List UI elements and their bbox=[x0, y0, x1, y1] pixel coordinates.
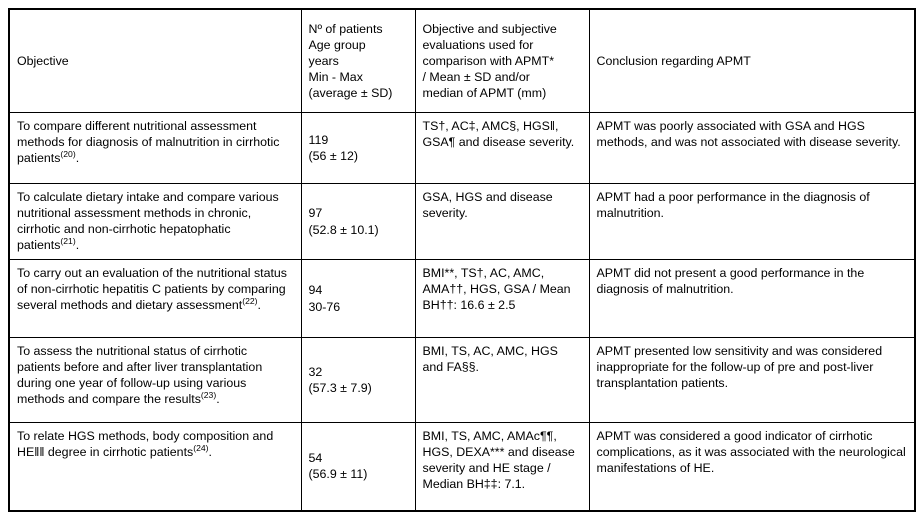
cell-objective bbox=[9, 184, 301, 260]
objective-period: . bbox=[75, 151, 80, 166]
table-header bbox=[9, 9, 915, 113]
objective-period: . bbox=[208, 445, 212, 460]
table-row bbox=[9, 260, 915, 338]
cell-conclusion: APMT was poorly associated with GSA and HGS methods, and was not associated with disease severity. bbox=[589, 113, 915, 184]
patients-count: 54 bbox=[308, 451, 323, 466]
cell-patients bbox=[301, 260, 415, 338]
header-evaluations-line2: evaluations used for bbox=[422, 37, 534, 52]
header-patients-line3: years bbox=[308, 53, 339, 68]
cell-patients bbox=[301, 113, 415, 184]
objective-text: To calculate dietary intake and compare various nutritional assessment methods in chronic, cirrhotic and non-cirrhotic hepatophatic patients bbox=[17, 190, 279, 253]
table-row bbox=[9, 338, 915, 423]
patients-age: (56 ± 12) bbox=[308, 149, 359, 163]
cell-evaluations: TS†, AC‡, AMC§, HGS‖, GSA¶ and disease severity. bbox=[415, 113, 589, 184]
patients-age: (57.3 ± 7.9) bbox=[308, 381, 372, 395]
cell-patients bbox=[301, 184, 415, 260]
apmt-studies-table bbox=[8, 8, 916, 512]
objective-reference: (24) bbox=[193, 443, 209, 453]
cell-patients bbox=[301, 423, 415, 511]
header-patients-line4: Min - Max bbox=[308, 70, 363, 85]
cell-evaluations: BMI, TS, AMC, AMAc¶¶, HGS, DEXA*** and disease severity and HE stage / Median BH‡‡: 7.1. bbox=[415, 423, 589, 511]
objective-reference: (21) bbox=[60, 236, 76, 247]
table-row bbox=[9, 184, 915, 260]
objective-reference: (20) bbox=[60, 149, 76, 160]
cell-evaluations: BMI**, TS†, AC, AMC, AMA††, HGS, GSA / Mean BH††: 16.6 ± 2.5 bbox=[415, 260, 589, 338]
cell-evaluations: GSA, HGS and disease severity. bbox=[415, 184, 589, 260]
header-objective-label: Objective bbox=[17, 53, 69, 68]
header-evaluations-line1: Objective and subjective bbox=[422, 21, 557, 36]
objective-text: To relate HGS methods, body composition and HE‖‖ degree in cirrhotic patients bbox=[17, 429, 274, 460]
cell-objective bbox=[9, 423, 301, 511]
cell-objective bbox=[9, 113, 301, 184]
cell-conclusion: APMT had a poor performance in the diagnosis of malnutrition. bbox=[589, 184, 915, 260]
objective-period: . bbox=[75, 238, 80, 253]
objective-reference: (22) bbox=[242, 296, 258, 307]
cell-patients bbox=[301, 338, 415, 423]
objective-period: . bbox=[257, 298, 261, 313]
patients-age: 30-76 bbox=[308, 299, 341, 314]
column-header-conclusion bbox=[589, 9, 915, 113]
patients-count: 119 bbox=[308, 132, 329, 147]
column-header-patients bbox=[301, 9, 415, 113]
header-evaluations-line3: comparison with APMT* bbox=[422, 53, 555, 68]
cell-conclusion: APMT presented low sensitivity and was considered inappropriate for the follow-up of pre and post-liver transplantation patients. bbox=[589, 338, 915, 423]
cell-conclusion: APMT did not present a good performance in the diagnosis of malnutrition. bbox=[589, 260, 915, 338]
header-conclusion-label: Conclusion regarding APMT bbox=[596, 53, 751, 68]
header-row bbox=[9, 9, 915, 113]
table-row bbox=[9, 113, 915, 184]
objective-period: . bbox=[216, 392, 220, 407]
patients-age: (56.9 ± 11) bbox=[308, 467, 368, 482]
patients-age: (52.8 ± 10.1) bbox=[308, 222, 379, 237]
patients-count: 94 bbox=[308, 283, 323, 298]
column-header-objective bbox=[9, 9, 301, 113]
table-body bbox=[9, 113, 915, 511]
patients-count: 32 bbox=[308, 364, 323, 379]
cell-objective bbox=[9, 338, 301, 423]
objective-text: To assess the nutritional status of cirrhotic patients before and after liver transplantation during one year of follow-up using various methods and compare the results bbox=[17, 344, 263, 407]
header-evaluations-line4: / Mean ± SD and/or bbox=[422, 70, 530, 85]
header-patients-line2: Age group bbox=[308, 37, 366, 52]
table-row bbox=[9, 423, 915, 511]
objective-text: To compare different nutritional assessment methods for diagnosis of malnutrition in cirrhotic patients bbox=[17, 119, 280, 166]
cell-evaluations: BMI, TS, AC, AMC, HGS and FA§§. bbox=[415, 338, 589, 423]
header-patients-line5: (average ± SD) bbox=[308, 86, 393, 101]
patients-count: 97 bbox=[308, 206, 323, 221]
cell-conclusion: APMT was considered a good indicator of cirrhotic complications, as it was associated with the neurological manifestations of HE. bbox=[589, 423, 915, 511]
objective-text: To carry out an evaluation of the nutritional status of non-cirrhotic hepatitis C patients by comparing several methods and dietary assessment bbox=[17, 266, 287, 313]
header-evaluations-line5: median of APMT (mm) bbox=[422, 86, 547, 101]
cell-objective bbox=[9, 260, 301, 338]
objective-reference: (23) bbox=[200, 390, 217, 401]
column-header-evaluations bbox=[415, 9, 589, 113]
header-patients-line1: Nº of patients bbox=[308, 21, 383, 36]
